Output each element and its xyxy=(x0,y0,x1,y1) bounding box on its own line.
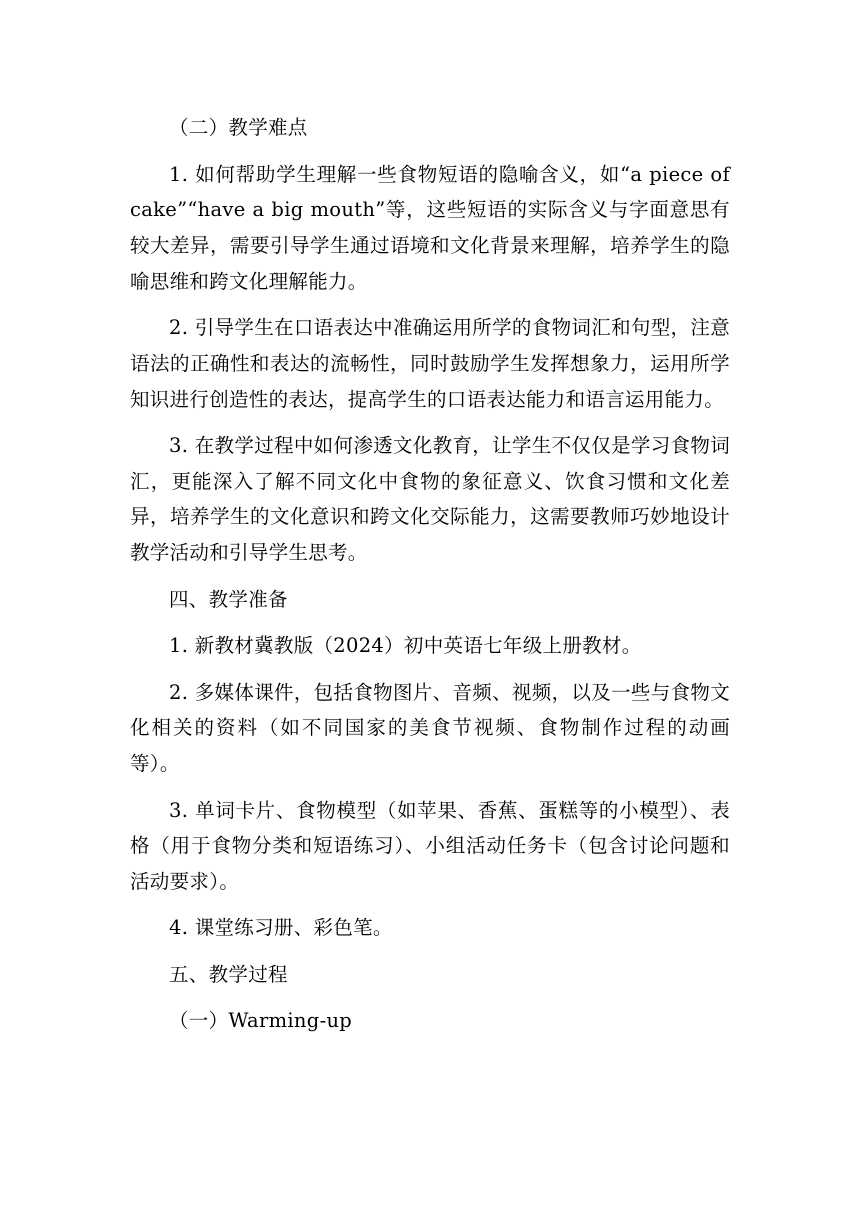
warmup-subheading: （一）Warming-up xyxy=(169,1009,353,1033)
preparation-item-3: 3. 单词卡片、食物模型（如苹果、香蕉、蛋糕等的小模型）、表格（用于食物分类和短语练习）、小组活动任务卡（包含讨论问题和活动要求）。 xyxy=(130,798,730,893)
preparation-item-2: 2. 多媒体课件，包括食物图片、音频、视频，以及一些与食物文化相关的资料（如不同国家的美食节视频、食物制作过程的动画等）。 xyxy=(130,680,730,776)
teaching-preparation-heading: 四、教学准备 xyxy=(169,587,288,611)
preparation-item-4: 4. 课堂练习册、彩色笔。 xyxy=(169,916,393,940)
teaching-difficulties-heading: （二）教学难点 xyxy=(169,116,308,139)
difficulty-item-3: 3. 在教学过程中如何渗透文化教育，让学生不仅仅是学习食物词汇，更能深入了解不同文化中食物的象征意义、饮食习惯和文化差异，培养学生的文化意识和跨文化交际能力，这需要教师巧妙地设计教学活动和引导学生思考。 xyxy=(130,434,730,565)
difficulty-item-1: 1. 如何帮助学生理解一些食物短语的隐喻含义，如“a piece of cake”“have a big mouth”等，这些短语的实际含义与字面意思有较大差异，需要引导学生通过语境和文化背景来理解，培养学生的隐喻思维和跨文化理解能力。 xyxy=(130,162,730,293)
teaching-process-heading: 五、教学过程 xyxy=(169,962,288,986)
document-body xyxy=(130,110,730,1039)
difficulty-item-2: 2. 引导学生在口语表达中准确运用所学的食物词汇和句型，注意语法的正确性和表达的流畅性，同时鼓励学生发挥想象力，运用所学知识进行创造性的表达，提高学生的口语表达能力和语言运用能力。 xyxy=(130,316,730,411)
preparation-item-1: 1. 新教材冀教版（2024）初中英语七年级上册教材。 xyxy=(169,634,642,658)
